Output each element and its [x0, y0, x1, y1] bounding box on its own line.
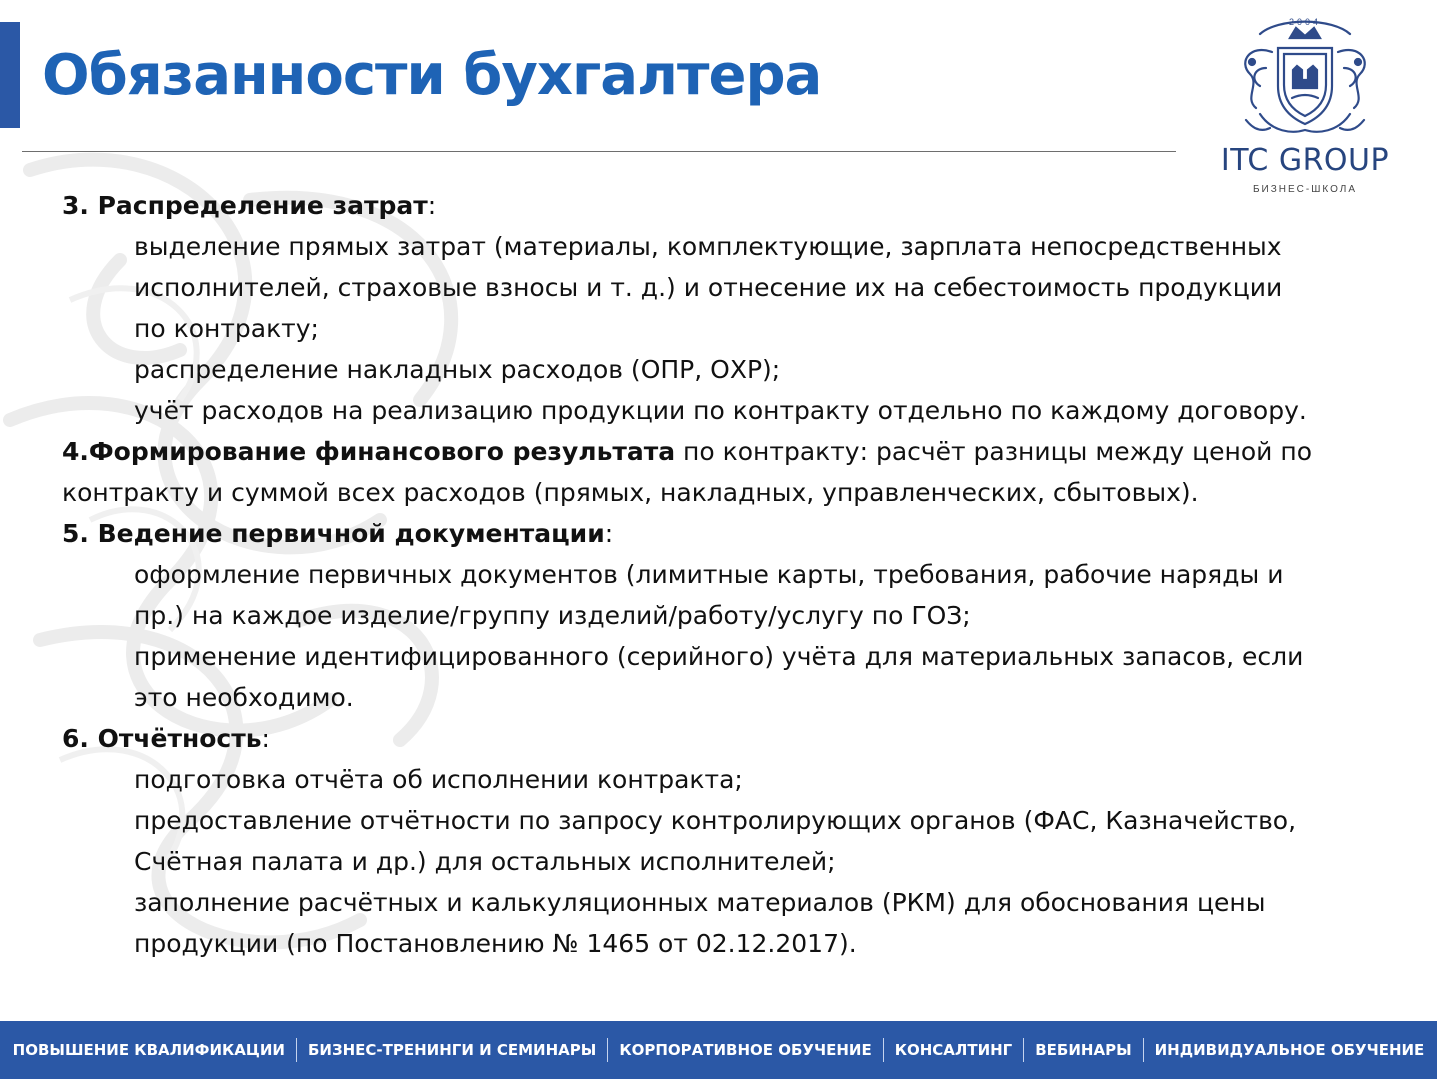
title-divider [22, 151, 1176, 152]
logo-year: 2004 [1288, 17, 1322, 27]
footer-link-individual[interactable]: ИНДИВИДУАЛЬНОЕ ОБУЧЕНИЕ [1143, 1038, 1436, 1062]
list-item: применение идентифицированного (серийного) учёта для материальных запасов, если [134, 642, 1304, 671]
section-heading-primary-documents: 5. Ведение первичной документации: [62, 519, 614, 548]
list-item: продукции (по Постановлению № 1465 от 02.12.2017). [134, 929, 857, 958]
list-item: по контракту; [134, 314, 319, 343]
section-heading-cost-allocation: 3. Распределение затрат: [62, 191, 437, 220]
list-item: заполнение расчётных и калькуляционных материалов (РКМ) для обоснования цены [134, 888, 1266, 917]
list-item: это необходимо. [134, 683, 354, 712]
footer-nav [0, 1021, 1437, 1079]
page-title: Обязанности бухгалтера [42, 43, 822, 108]
section-heading-financial-result: 4.Формирование финансового результата по контракту: расчёт разницы между ценой по [62, 437, 1312, 466]
itc-group-logo [1200, 8, 1410, 193]
footer-link-corporate[interactable]: КОРПОРАТИВНОЕ ОБУЧЕНИЕ [607, 1038, 882, 1062]
list-item: предоставление отчётности по запросу контролирующих органов (ФАС, Казначейство, [134, 806, 1297, 835]
crest-emblem-icon [1200, 8, 1410, 143]
footer-link-trainings[interactable]: БИЗНЕС-ТРЕНИНГИ И СЕМИНАРЫ [296, 1038, 607, 1062]
list-item: подготовка отчёта об исполнении контракта; [134, 765, 743, 794]
section-continuation: контракту и суммой всех расходов (прямых, накладных, управленческих, сбытовых). [62, 478, 1199, 507]
list-item: оформление первичных документов (лимитные карты, требования, рабочие наряды и [134, 560, 1284, 589]
logo-name: ITC GROUP [1220, 143, 1390, 178]
title-accent-bar [0, 22, 20, 128]
list-item: выделение прямых затрат (материалы, комплектующие, зарплата непосредственных [134, 232, 1282, 261]
list-item: распределение накладных расходов (ОПР, ОХР); [134, 355, 781, 384]
list-item: исполнителей, страховые взносы и т. д.) и отнесение их на себестоимость продукции [134, 273, 1283, 302]
footer-link-webinars[interactable]: ВЕБИНАРЫ [1023, 1038, 1142, 1062]
list-item: пр.) на каждое изделие/группу изделий/работу/услугу по ГОЗ; [134, 601, 971, 630]
list-item: учёт расходов на реализацию продукции по контракту отдельно по каждому договору. [134, 396, 1307, 425]
footer-link-qualification[interactable]: ПОВЫШЕНИЕ КВАЛИФИКАЦИИ [12, 1041, 285, 1059]
slide-body [62, 185, 1432, 964]
logo-subtitle: БИЗНЕС-ШКОЛА [1252, 184, 1357, 195]
footer-link-consulting[interactable]: КОНСАЛТИНГ [883, 1038, 1024, 1062]
list-item: Счётная палата и др.) для остальных исполнителей; [134, 847, 836, 876]
section-heading-reporting: 6. Отчётность: [62, 724, 270, 753]
